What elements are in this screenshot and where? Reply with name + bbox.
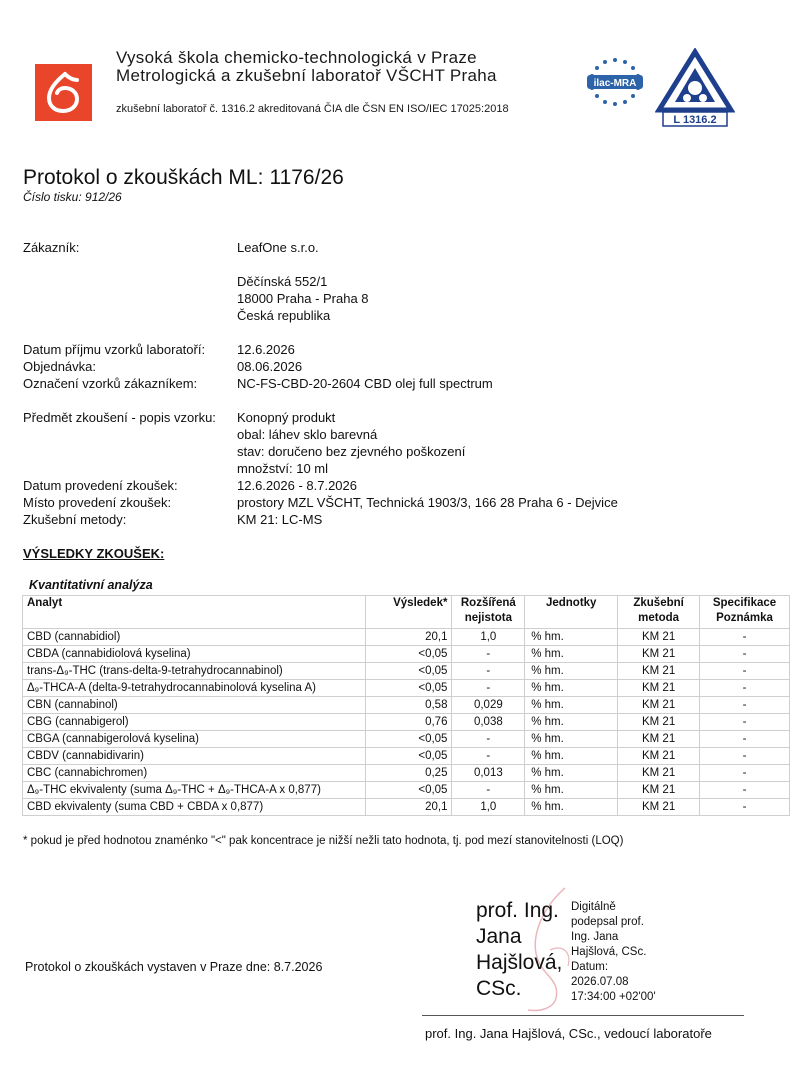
col-header-uncertainty-1: Rozšířená bbox=[460, 597, 516, 609]
print-number: Číslo tisku: 912/26 bbox=[23, 190, 122, 204]
digital-line-2: podepsal prof. bbox=[571, 916, 644, 928]
signer-name-2: Jana bbox=[476, 925, 522, 948]
table-row bbox=[23, 663, 790, 680]
cell-method: KM 21 bbox=[618, 765, 700, 782]
table-row bbox=[23, 646, 790, 663]
cell-unit: % hm. bbox=[525, 748, 618, 765]
sample-label: Označení vzorků zákazníkem: bbox=[23, 376, 198, 391]
cell-note: - bbox=[700, 646, 790, 663]
cell-uncertainty: - bbox=[452, 680, 525, 697]
cell-note: - bbox=[700, 748, 790, 765]
cell-analyt: Δ₉-THCA-A (delta-9-tetrahydrocannabinolová kyselina A) bbox=[23, 680, 366, 697]
signer-name-3: Hajšlová, bbox=[476, 951, 563, 974]
customer-address-3: Česká republika bbox=[237, 308, 331, 323]
digital-line-5: Datum: bbox=[571, 961, 609, 973]
cell-note: - bbox=[700, 714, 790, 731]
digital-line-3: Ing. Jana bbox=[571, 931, 619, 943]
cell-uncertainty: 1,0 bbox=[452, 629, 525, 646]
cell-unit: % hm. bbox=[525, 782, 618, 799]
cell-analyt: CBDV (cannabidivarin) bbox=[23, 748, 366, 765]
digital-line-6: 2026.07.08 bbox=[571, 976, 629, 988]
subject-line-1: Konopný produkt bbox=[237, 410, 336, 425]
cell-uncertainty: - bbox=[452, 731, 525, 748]
cell-unit: % hm. bbox=[525, 680, 618, 697]
cell-uncertainty: - bbox=[452, 646, 525, 663]
protocol-title bbox=[23, 166, 344, 190]
protocol-number: 1176/26 bbox=[269, 166, 344, 189]
customer-address-1: Děčínská 552/1 bbox=[237, 274, 328, 289]
subject-line-4: množství: 10 ml bbox=[237, 461, 329, 476]
cell-analyt: CBG (cannabigerol) bbox=[23, 714, 366, 731]
signer-footer: prof. Ing. Jana Hajšlová, CSc., vedoucí laboratoře bbox=[425, 1026, 712, 1041]
cell-unit: % hm. bbox=[525, 697, 618, 714]
col-header-spec-1: Specifikace bbox=[712, 597, 777, 609]
cell-method: KM 21 bbox=[618, 714, 700, 731]
cell-analyt: CBD (cannabidiol) bbox=[23, 629, 366, 646]
cell-method: KM 21 bbox=[618, 663, 700, 680]
issued-statement: Protokol o zkouškách vystaven v Praze dne: 8.7.2026 bbox=[25, 960, 323, 974]
cell-method: KM 21 bbox=[618, 748, 700, 765]
signature-line bbox=[422, 1015, 744, 1016]
test-methods: KM 21: LC-MS bbox=[237, 512, 323, 527]
table-row bbox=[23, 765, 790, 782]
cell-note: - bbox=[700, 731, 790, 748]
cell-uncertainty: 0,013 bbox=[452, 765, 525, 782]
ilac-mra-logo bbox=[583, 54, 647, 110]
digital-signature-info bbox=[571, 900, 656, 1005]
protocol-title-label: Protokol o zkouškách ML: bbox=[23, 166, 264, 189]
cell-result: <0,05 bbox=[365, 782, 452, 799]
org-name-line1: Vysoká škola chemicko-technologická v Praze bbox=[116, 48, 477, 67]
ilac-text: ilac-MRA bbox=[593, 78, 637, 89]
cell-result: <0,05 bbox=[365, 663, 452, 680]
cell-method: KM 21 bbox=[618, 629, 700, 646]
accreditation-text: zkušební laboratoř č. 1316.2 akreditovaná ČIA dle ČSN EN ISO/IEC 17025:2018 bbox=[116, 103, 509, 115]
cell-note: - bbox=[700, 663, 790, 680]
cell-note: - bbox=[700, 629, 790, 646]
place-label: Místo provedení zkoušek: bbox=[23, 495, 172, 510]
col-header-units: Jednotky bbox=[525, 596, 618, 629]
cell-uncertainty: 0,038 bbox=[452, 714, 525, 731]
table-row bbox=[23, 731, 790, 748]
cell-result: <0,05 bbox=[365, 646, 452, 663]
received-label: Datum příjmu vzorků laboratoří: bbox=[23, 342, 206, 357]
cell-uncertainty: 0,029 bbox=[452, 697, 525, 714]
cell-result: <0,05 bbox=[365, 731, 452, 748]
cell-analyt: Δ₉-THC ekvivalenty (suma Δ₉-THC + Δ₉-THCA-A x 0,877) bbox=[23, 782, 366, 799]
col-header-spec-2: Poznámka bbox=[716, 612, 773, 624]
cell-unit: % hm. bbox=[525, 731, 618, 748]
cell-unit: % hm. bbox=[525, 799, 618, 816]
sample-designation: NC-FS-CBD-20-2604 CBD olej full spectrum bbox=[237, 376, 493, 391]
col-header-method-2: metoda bbox=[638, 612, 680, 624]
cai-code: L 1316.2 bbox=[673, 114, 717, 126]
col-header-method bbox=[618, 596, 700, 629]
cell-note: - bbox=[700, 765, 790, 782]
subject-line-3: stav: doručeno bez zjevného poškození bbox=[237, 444, 466, 459]
table-row bbox=[23, 782, 790, 799]
cell-note: - bbox=[700, 697, 790, 714]
cell-analyt: CBGA (cannabigerolová kyselina) bbox=[23, 731, 366, 748]
footnote: * pokud je před hodnotou znaménko "<" pak koncentrace je nižší nežli tato hodnota, tj. pod mezí stanovitelnosti (LOQ) bbox=[23, 835, 624, 847]
cell-result: 0,58 bbox=[365, 697, 452, 714]
test-place: prostory MZL VŠCHT, Technická 1903/3, 166 28 Praha 6 - Dejvice bbox=[237, 495, 618, 510]
order-date: 08.06.2026 bbox=[237, 359, 303, 374]
cell-method: KM 21 bbox=[618, 680, 700, 697]
cell-analyt: CBDA (cannabidiolová kyselina) bbox=[23, 646, 366, 663]
customer-address-2: 18000 Praha - Praha 8 bbox=[237, 291, 369, 306]
table-row bbox=[23, 799, 790, 816]
cell-analyt: trans-Δ₉-THC (trans-delta-9-tetrahydrocannabinol) bbox=[23, 663, 366, 680]
cell-method: KM 21 bbox=[618, 782, 700, 799]
cell-result: 0,76 bbox=[365, 714, 452, 731]
table-row bbox=[23, 680, 790, 697]
digital-line-4: Hajšlová, CSc. bbox=[571, 946, 647, 958]
cell-result: <0,05 bbox=[365, 680, 452, 697]
cell-unit: % hm. bbox=[525, 646, 618, 663]
results-table bbox=[22, 595, 790, 816]
customer-label: Zákazník: bbox=[23, 240, 80, 255]
test-date: 12.6.2026 - 8.7.2026 bbox=[237, 478, 357, 493]
signer-name-4: CSc. bbox=[476, 977, 522, 1000]
test-date-label: Datum provedení zkoušek: bbox=[23, 478, 178, 493]
col-header-result: Výsledek* bbox=[365, 596, 452, 629]
cell-result: 20,1 bbox=[365, 799, 452, 816]
results-heading: VÝSLEDKY ZKOUŠEK: bbox=[23, 546, 165, 561]
cell-uncertainty: - bbox=[452, 748, 525, 765]
cell-unit: % hm. bbox=[525, 765, 618, 782]
col-header-analyt: Analyt bbox=[23, 596, 366, 629]
received-date: 12.6.2026 bbox=[237, 342, 295, 357]
methods-label: Zkušební metody: bbox=[23, 512, 127, 527]
cell-note: - bbox=[700, 799, 790, 816]
cell-method: KM 21 bbox=[618, 697, 700, 714]
cell-analyt: CBD ekvivalenty (suma CBD + CBDA x 0,877) bbox=[23, 799, 366, 816]
table-row bbox=[23, 697, 790, 714]
digital-line-7: 17:34:00 +02'00' bbox=[571, 991, 656, 1003]
cell-result: 0,25 bbox=[365, 765, 452, 782]
signer-name-block bbox=[476, 898, 562, 1002]
order-label: Objednávka: bbox=[23, 359, 96, 374]
col-header-uncertainty bbox=[452, 596, 525, 629]
org-name-line2: Metrologická a zkušební laboratoř VŠCHT Praha bbox=[116, 66, 497, 85]
cai-accreditation-logo bbox=[655, 48, 735, 128]
table-row bbox=[23, 629, 790, 646]
digital-line-1: Digitálně bbox=[571, 901, 616, 913]
quantitative-heading: Kvantitativní analýza bbox=[29, 578, 153, 592]
cell-note: - bbox=[700, 680, 790, 697]
cell-analyt: CBC (cannabichromen) bbox=[23, 765, 366, 782]
customer-name: LeafOne s.r.o. bbox=[237, 240, 319, 255]
cell-method: KM 21 bbox=[618, 646, 700, 663]
cell-unit: % hm. bbox=[525, 714, 618, 731]
signer-name-1: prof. Ing. bbox=[476, 899, 559, 922]
cell-uncertainty: 1,0 bbox=[452, 799, 525, 816]
cell-result: <0,05 bbox=[365, 748, 452, 765]
cell-uncertainty: - bbox=[452, 663, 525, 680]
results-table-body bbox=[23, 629, 790, 816]
cell-uncertainty: - bbox=[452, 782, 525, 799]
col-header-uncertainty-2: nejistota bbox=[464, 612, 512, 624]
col-header-spec bbox=[700, 596, 790, 629]
cell-result: 20,1 bbox=[365, 629, 452, 646]
cell-unit: % hm. bbox=[525, 663, 618, 680]
table-row bbox=[23, 748, 790, 765]
table-row bbox=[23, 714, 790, 731]
subject-line-2: obal: láhev sklo barevná bbox=[237, 427, 378, 442]
cell-note: - bbox=[700, 782, 790, 799]
table-header-row bbox=[23, 596, 790, 629]
vscht-logo bbox=[35, 64, 92, 121]
cell-unit: % hm. bbox=[525, 629, 618, 646]
cell-method: KM 21 bbox=[618, 731, 700, 748]
col-header-method-1: Zkušební bbox=[633, 597, 684, 609]
cell-method: KM 21 bbox=[618, 799, 700, 816]
cell-analyt: CBN (cannabinol) bbox=[23, 697, 366, 714]
subject-label: Předmět zkoušení - popis vzorku: bbox=[23, 410, 216, 425]
